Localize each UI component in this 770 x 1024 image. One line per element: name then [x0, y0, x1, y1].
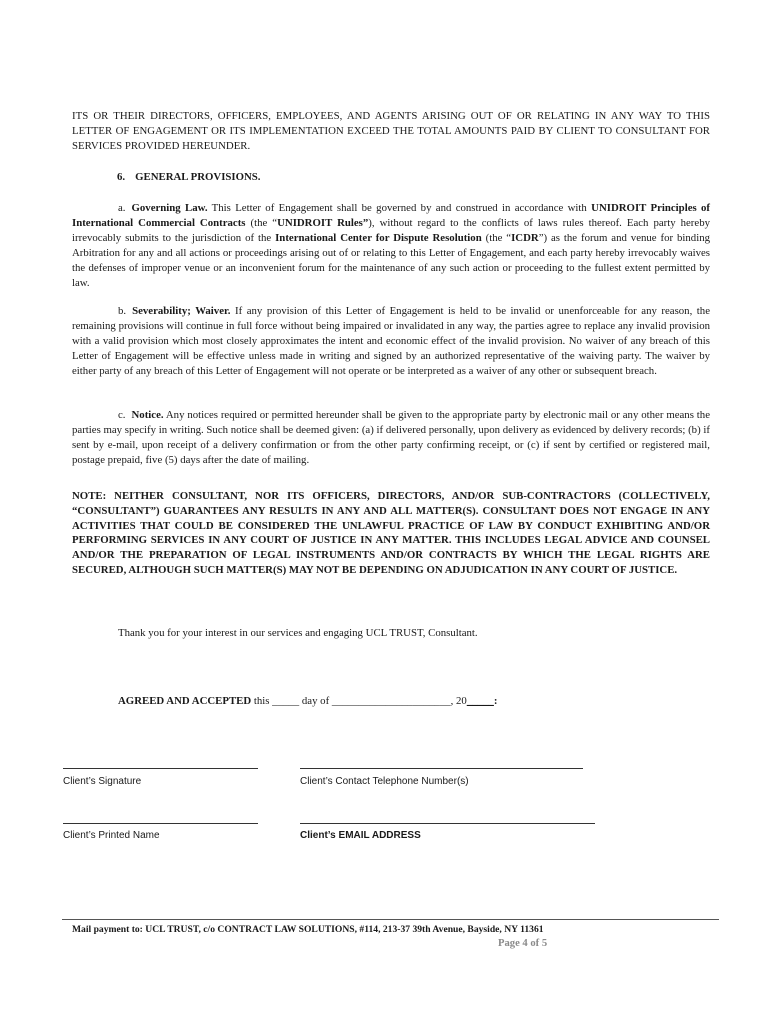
- para-b-label: b.: [118, 305, 127, 317]
- notice-text: Any notices required or permitted hereunder shall be given to the appropriate party by electronic mail or any other means the parties may specify in writing. Such notice shall be deemed given: (a) if delivered personally, upon delivery as evidenced by delivery records; (b) if sent by e-mail, upon receipt of a delivery confirmation or from the other party confirming receipt, or (c) if sent by certified or registered mail, postage prepaid, five (5) days after the date of mailing.: [72, 409, 710, 466]
- client-email-label: Client’s EMAIL ADDRESS: [300, 830, 421, 841]
- unidroit-rules: UNIDROIT Rules”: [277, 217, 369, 229]
- thank-you-line: Thank you for your interest in our services and engaging UCL TRUST, Consultant.: [118, 627, 478, 639]
- agreed-label: AGREED AND ACCEPTED: [118, 695, 252, 707]
- severability-paragraph: [72, 304, 710, 379]
- client-phone-label: Client’s Contact Telephone Number(s): [300, 776, 469, 787]
- para-a-text-1: This Letter of Engagement shall be governed by and construed in accordance with: [207, 202, 592, 214]
- para-a-text-5: ”) as the forum and venue for binding Arbitration for any and all actions or proceedings arising out of or relating to this Letter of Engagement, and each party hereby irrevocably waives the defenses of improper venue or an inconvenient forum for the maintenance of any such action or proceeding to the fullest extent permitted by law.: [72, 232, 710, 289]
- page-number: Page 4 of 5: [498, 938, 548, 949]
- client-printed-name-label: Client’s Printed Name: [63, 830, 160, 841]
- footer-divider: [62, 919, 719, 920]
- section-title: GENERAL PROVISIONS.: [135, 171, 261, 183]
- disclaimer-note: NOTE: NEITHER CONSULTANT, NOR ITS OFFICERS, DIRECTORS, AND/OR SUB-CONTRACTORS (COLLECTIVELY, “CONSULTANT”) GUARANTEES ANY RESULTS IN ANY AND ALL MATTER(S). CONSULTANT DOES NOT ENGAGE IN ANY ACTIVITIES THAT COULD BE CONSIDERED THE UNLAWFUL PRACTICE OF LAW BY CONDUCT EXHIBITING AND/OR PERFORMING SERVICES IN ANY COURT OF JUSTICE IN ANY MATTER. THIS INCLUDES LEGAL ADVICE AND COUNSEL AND/OR THE PREPARATION OF LEGAL INSTRUMENTS AND/OR CONTRACTS BY WHICH THE LEGAL RIGHTS ARE SECURED, ALTHOUGH SUCH MATTER(S) MAY NOT BE DEPENDING ON ADJUDICATION IN ANY COURT OF JUSTICE.: [72, 490, 710, 576]
- footer-mail-payment: Mail payment to: UCL TRUST, c/o CONTRACT LAW SOLUTIONS, #114, 213-37 39th Avenue, Bayside, NY 11361: [72, 924, 544, 935]
- para-c-label: c.: [118, 409, 126, 421]
- liability-paragraph: ITS OR THEIR DIRECTORS, OFFICERS, EMPLOYEES, AND AGENTS ARISING OUT OF OR RELATING IN ANY WAY TO THIS LETTER OF ENGAGEMENT OR ITS IMPLEMENTATION EXCEED THE TOTAL AMOUNTS PAID BY CLIENT TO CONSULTANT FOR SERVICES PROVIDED HEREUNDER.: [72, 110, 710, 152]
- client-phone-line[interactable]: [300, 768, 583, 769]
- para-a-text-2: (the “: [245, 217, 278, 229]
- agreed-accepted-line: [118, 695, 497, 707]
- section-heading: [117, 171, 261, 183]
- para-a-label: a.: [118, 202, 126, 214]
- client-email-line[interactable]: [300, 823, 595, 824]
- para-a-text-4: (the “: [481, 232, 512, 244]
- severability-text: If any provision of this Letter of Engagement is held to be invalid or unenforceable for any reason, the remaining provisions will continue in full force without being impaired or invalidated in any way, the parties agree to replace any invalid provision with a valid provision which most closely approximates the intent and economic effect of the invalid provision. No waiver of any breach of this Letter of Engagement will be effective unless made in writing and signed by an authorized representative of the waiving party. The waiver by either party of any breach of this Letter of Engagement will not operate or be interpreted as a waiver of any other or subsequent breach.: [72, 305, 710, 377]
- agreed-colon: :: [493, 695, 498, 707]
- client-signature-line[interactable]: [63, 768, 258, 769]
- icdr-abbrev: ICDR: [511, 232, 539, 244]
- agreed-date-blanks[interactable]: this _____ day of ______________________, 20: [251, 695, 467, 707]
- client-signature-label: Client’s Signature: [63, 776, 142, 787]
- unidroit-principles: UNIDROIT Principles of International Commercial Contracts: [72, 202, 711, 229]
- section-number: 6.: [117, 171, 126, 183]
- year-blank[interactable]: _____: [466, 695, 494, 707]
- para-a-text-3: ), without regard to the conflicts of laws rules thereof. Each party hereby irrevocably submits to the jurisdiction of the: [72, 217, 710, 244]
- notice-paragraph: [72, 408, 710, 468]
- severability-title: Severability; Waiver.: [132, 305, 231, 317]
- client-printed-name-line[interactable]: [63, 823, 258, 824]
- icdr-name: International Center for Dispute Resolution: [275, 232, 482, 244]
- notice-title: Notice.: [131, 409, 164, 421]
- governing-law-paragraph: [72, 201, 710, 291]
- governing-law-title: Governing Law.: [131, 202, 208, 214]
